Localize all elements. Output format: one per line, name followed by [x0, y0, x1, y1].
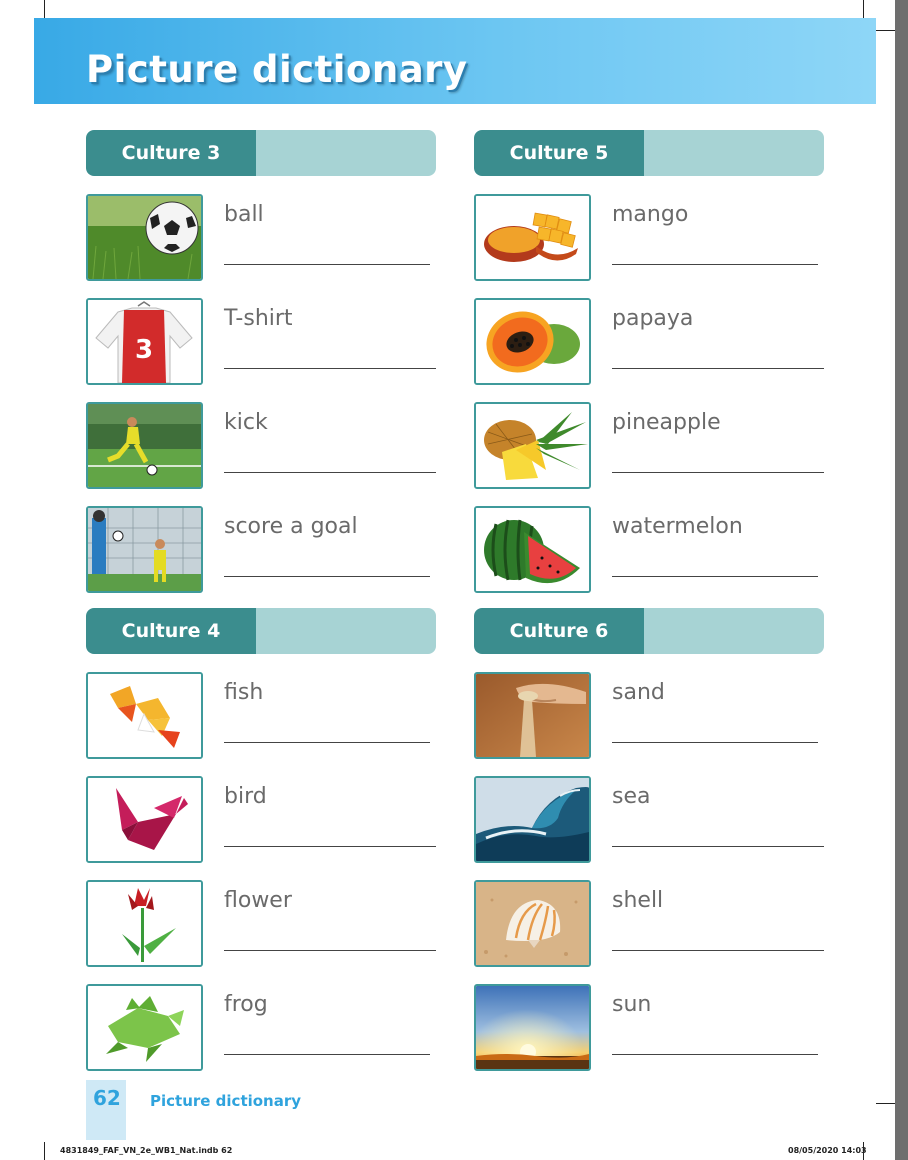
dictionary-item	[474, 298, 824, 386]
dictionary-item	[86, 880, 436, 968]
sunset-image	[474, 984, 591, 1071]
writing-line	[224, 576, 430, 577]
svg-text:3: 3	[134, 335, 154, 365]
word-label: pineapple	[612, 410, 721, 435]
dictionary-item	[86, 194, 436, 282]
writing-line	[224, 368, 436, 369]
crop-mark	[44, 1142, 45, 1160]
word-label: sea	[612, 784, 651, 809]
print-slug-date: 08/05/2020 14:03	[788, 1146, 867, 1155]
writing-line	[224, 472, 436, 473]
writing-line	[612, 742, 818, 743]
sand-in-hand-image	[474, 672, 591, 759]
writing-line	[612, 846, 824, 847]
origami-bird-image	[86, 776, 203, 863]
writing-line	[612, 576, 818, 577]
goalkeeper-image	[86, 506, 203, 593]
word-label: watermelon	[612, 514, 743, 539]
word-label: mango	[612, 202, 689, 227]
page-margin	[895, 0, 908, 1160]
writing-line	[224, 950, 436, 951]
dictionary-item	[86, 984, 436, 1072]
mango-image	[474, 194, 591, 281]
page-title: Picture dictionary	[86, 48, 468, 91]
dictionary-item	[474, 776, 824, 864]
football-on-grass-image	[86, 194, 203, 281]
word-label: ball	[224, 202, 264, 227]
papaya-image	[474, 298, 591, 385]
section-title: Culture 6	[474, 608, 644, 654]
dictionary-item	[86, 402, 436, 490]
word-label: bird	[224, 784, 267, 809]
word-label: kick	[224, 410, 268, 435]
crop-mark	[876, 30, 895, 31]
crop-mark	[863, 0, 864, 18]
dictionary-item	[474, 880, 824, 968]
pineapple-image	[474, 402, 591, 489]
dictionary-item	[86, 672, 436, 760]
page-number: 62	[93, 1086, 121, 1110]
dictionary-item	[474, 506, 824, 594]
dictionary-item	[86, 298, 436, 386]
dictionary-item	[474, 672, 824, 760]
seashell-image	[474, 880, 591, 967]
ocean-wave-image	[474, 776, 591, 863]
boy-kicking-ball-image	[86, 402, 203, 489]
section-title: Culture 4	[86, 608, 256, 654]
writing-line	[612, 368, 824, 369]
writing-line	[612, 1054, 818, 1055]
origami-fish-image	[86, 672, 203, 759]
dictionary-item	[86, 776, 436, 864]
word-label: shell	[612, 888, 664, 913]
crop-mark	[44, 0, 45, 18]
origami-flower-image	[86, 880, 203, 967]
word-label: T-shirt	[224, 306, 293, 331]
dictionary-item	[474, 984, 824, 1072]
dictionary-item	[474, 402, 824, 490]
word-label: score a goal	[224, 514, 358, 539]
section-title: Culture 3	[86, 130, 256, 176]
word-label: frog	[224, 992, 268, 1017]
word-label: papaya	[612, 306, 694, 331]
word-label: fish	[224, 680, 264, 705]
crop-mark	[876, 1103, 895, 1104]
origami-frog-image	[86, 984, 203, 1071]
section-title: Culture 5	[474, 130, 644, 176]
section-header-culture-5	[474, 130, 824, 176]
section-header-culture-3	[86, 130, 436, 176]
writing-line	[224, 742, 430, 743]
dictionary-item	[86, 506, 436, 594]
red-shirt-number-3-image	[86, 298, 203, 385]
dictionary-item	[474, 194, 824, 282]
section-header-culture-4	[86, 608, 436, 654]
word-label: sand	[612, 680, 665, 705]
section-header-culture-6	[474, 608, 824, 654]
writing-line	[612, 264, 818, 265]
writing-line	[612, 950, 824, 951]
footer-section-label: Picture dictionary	[150, 1092, 302, 1110]
title-banner	[34, 18, 876, 104]
writing-line	[224, 1054, 430, 1055]
writing-line	[224, 264, 430, 265]
word-label: flower	[224, 888, 292, 913]
writing-line	[224, 846, 436, 847]
word-label: sun	[612, 992, 652, 1017]
writing-line	[612, 472, 824, 473]
watermelon-image	[474, 506, 591, 593]
print-slug-file: 4831849_FAF_VN_2e_WB1_Nat.indb 62	[60, 1146, 233, 1155]
